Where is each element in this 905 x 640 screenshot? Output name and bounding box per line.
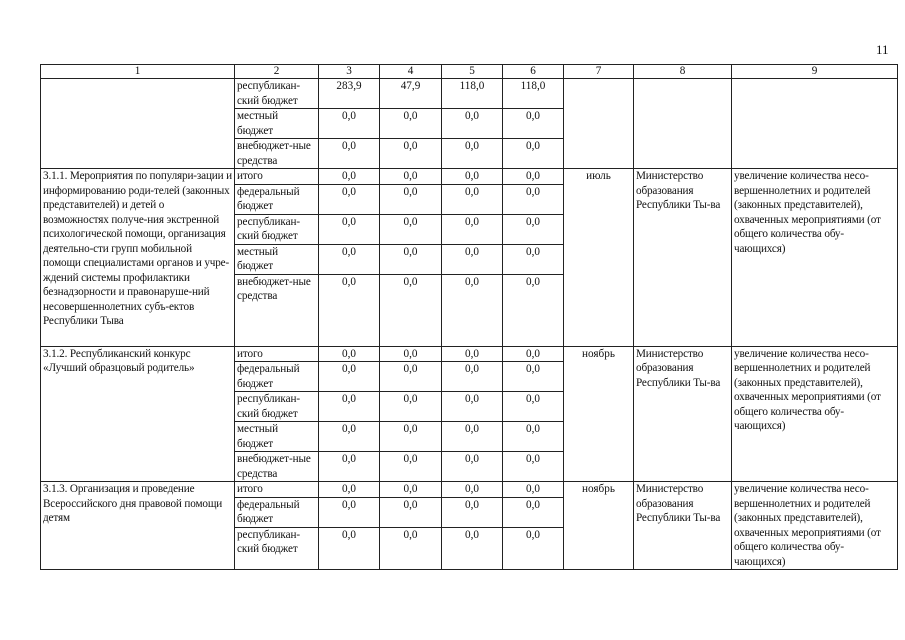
table-row: [41, 482, 898, 498]
value-cell: 0,0: [319, 497, 380, 527]
value-cell: 0,0: [503, 109, 564, 139]
value-cell: 0,0: [503, 139, 564, 169]
value-cell: 0,0: [319, 274, 380, 346]
value-cell: 0,0: [503, 214, 564, 244]
value-cell: 0,0: [442, 362, 503, 392]
value-cell: 0,0: [442, 274, 503, 346]
column-header: 1: [41, 65, 235, 79]
value-cell: 0,0: [380, 392, 442, 422]
value-cell: 0,0: [503, 392, 564, 422]
term-cell: июль: [564, 169, 634, 347]
term-cell: ноябрь: [564, 482, 634, 570]
column-header: 3: [319, 65, 380, 79]
value-cell: 0,0: [442, 244, 503, 274]
column-header: 4: [380, 65, 442, 79]
value-cell: 0,0: [380, 362, 442, 392]
activity-description: 3.1.1. Мероприятия по популяри-зации и информированию роди-телей (законных представителей) и детей о возможностях получе-ния экстренной психологической помощи, организация деятельно-сти групп мобильной помощи специалистами органов и учре-ждений системы профилактики безнадзорности и правонаруше-ний несовершеннолетних субъ-ектов Республики Тыва: [41, 169, 235, 347]
table-row: [41, 79, 898, 109]
value-cell: 0,0: [503, 274, 564, 346]
description-cell: [41, 79, 235, 169]
expected-result: увеличение количества несо-вершеннолетних и родителей (законных представителей), охваченных мероприятиями (от общего количества обу-чающихся): [732, 482, 898, 570]
value-cell: 0,0: [503, 527, 564, 569]
value-cell: 0,0: [319, 392, 380, 422]
value-cell: 0,0: [319, 109, 380, 139]
value-cell: 0,0: [503, 346, 564, 362]
column-header: 5: [442, 65, 503, 79]
value-cell: 0,0: [319, 184, 380, 214]
table-row: [41, 346, 898, 362]
value-cell: 0,0: [442, 422, 503, 452]
value-cell: 0,0: [380, 109, 442, 139]
funding-source: итого: [235, 169, 319, 185]
value-cell: 0,0: [503, 184, 564, 214]
value-cell: 0,0: [380, 169, 442, 185]
funding-source: федеральный бюджет: [235, 362, 319, 392]
funding-source: итого: [235, 482, 319, 498]
value-cell: 0,0: [442, 109, 503, 139]
funding-source: внебюджет-ные средства: [235, 139, 319, 169]
value-cell: 0,0: [380, 184, 442, 214]
value-cell: 0,0: [319, 482, 380, 498]
column-header: 9: [732, 65, 898, 79]
value-cell: 0,0: [380, 346, 442, 362]
column-header: 2: [235, 65, 319, 79]
value-cell: 283,9: [319, 79, 380, 109]
value-cell: 0,0: [319, 214, 380, 244]
funding-source: республикан-ский бюджет: [235, 527, 319, 569]
value-cell: 0,0: [380, 422, 442, 452]
value-cell: 0,0: [503, 244, 564, 274]
value-cell: 0,0: [380, 244, 442, 274]
responsible-ministry: Министерство образования Республики Ты-ва: [634, 169, 732, 347]
value-cell: 0,0: [380, 452, 442, 482]
value-cell: 0,0: [503, 362, 564, 392]
value-cell: 0,0: [442, 139, 503, 169]
funding-source: республикан-ский бюджет: [235, 214, 319, 244]
value-cell: 0,0: [503, 452, 564, 482]
value-cell: 0,0: [319, 346, 380, 362]
value-cell: 0,0: [442, 482, 503, 498]
funding-source: итого: [235, 346, 319, 362]
value-cell: 0,0: [380, 214, 442, 244]
value-cell: 0,0: [319, 362, 380, 392]
responsible-ministry: Министерство образования Республики Ты-ва: [634, 346, 732, 482]
value-cell: 0,0: [380, 274, 442, 346]
value-cell: 0,0: [442, 214, 503, 244]
funding-source: республикан-ский бюджет: [235, 79, 319, 109]
value-cell: 0,0: [380, 527, 442, 569]
program-table: [40, 64, 898, 570]
activity-description: 3.1.2. Республиканский конкурс «Лучший образцовый родитель»: [41, 346, 235, 482]
funding-source: местный бюджет: [235, 422, 319, 452]
value-cell: 0,0: [503, 497, 564, 527]
value-cell: 0,0: [319, 169, 380, 185]
value-cell: 0,0: [442, 527, 503, 569]
value-cell: 0,0: [503, 422, 564, 452]
value-cell: 47,9: [380, 79, 442, 109]
value-cell: 0,0: [503, 482, 564, 498]
value-cell: 118,0: [442, 79, 503, 109]
funding-source: местный бюджет: [235, 109, 319, 139]
value-cell: 0,0: [319, 452, 380, 482]
value-cell: 0,0: [442, 392, 503, 422]
ministry-cell: [634, 79, 732, 169]
column-header: 6: [503, 65, 564, 79]
value-cell: 0,0: [319, 244, 380, 274]
column-header: 8: [634, 65, 732, 79]
funding-source: федеральный бюджет: [235, 497, 319, 527]
table-row: [41, 169, 898, 185]
value-cell: 0,0: [442, 184, 503, 214]
expected-result: увеличение количества несо-вершеннолетних и родителей (законных представителей), охваченных мероприятиями (от общего количества обу-чающихся): [732, 346, 898, 482]
result-cell: [732, 79, 898, 169]
term-cell: [564, 79, 634, 169]
value-cell: 0,0: [319, 527, 380, 569]
activity-description: 3.1.3. Организация и проведение Всероссийского дня правовой помощи детям: [41, 482, 235, 570]
value-cell: 0,0: [380, 482, 442, 498]
funding-source: внебюджет-ные средства: [235, 452, 319, 482]
funding-source: внебюджет-ные средства: [235, 274, 319, 346]
value-cell: 0,0: [442, 346, 503, 362]
responsible-ministry: Министерство образования Республики Ты-ва: [634, 482, 732, 570]
funding-source: республикан-ский бюджет: [235, 392, 319, 422]
page-number: 11: [876, 42, 889, 57]
expected-result: увеличение количества несо-вершеннолетних и родителей (законных представителей), охваченных мероприятиями (от общего количества обу-чающихся): [732, 169, 898, 347]
value-cell: 0,0: [442, 497, 503, 527]
value-cell: 0,0: [319, 139, 380, 169]
column-number-row: [41, 65, 898, 79]
funding-source: местный бюджет: [235, 244, 319, 274]
value-cell: 118,0: [503, 79, 564, 109]
value-cell: 0,0: [442, 452, 503, 482]
term-cell: ноябрь: [564, 346, 634, 482]
value-cell: 0,0: [380, 497, 442, 527]
value-cell: 0,0: [319, 422, 380, 452]
funding-source: федеральный бюджет: [235, 184, 319, 214]
column-header: 7: [564, 65, 634, 79]
value-cell: 0,0: [380, 139, 442, 169]
value-cell: 0,0: [503, 169, 564, 185]
value-cell: 0,0: [442, 169, 503, 185]
